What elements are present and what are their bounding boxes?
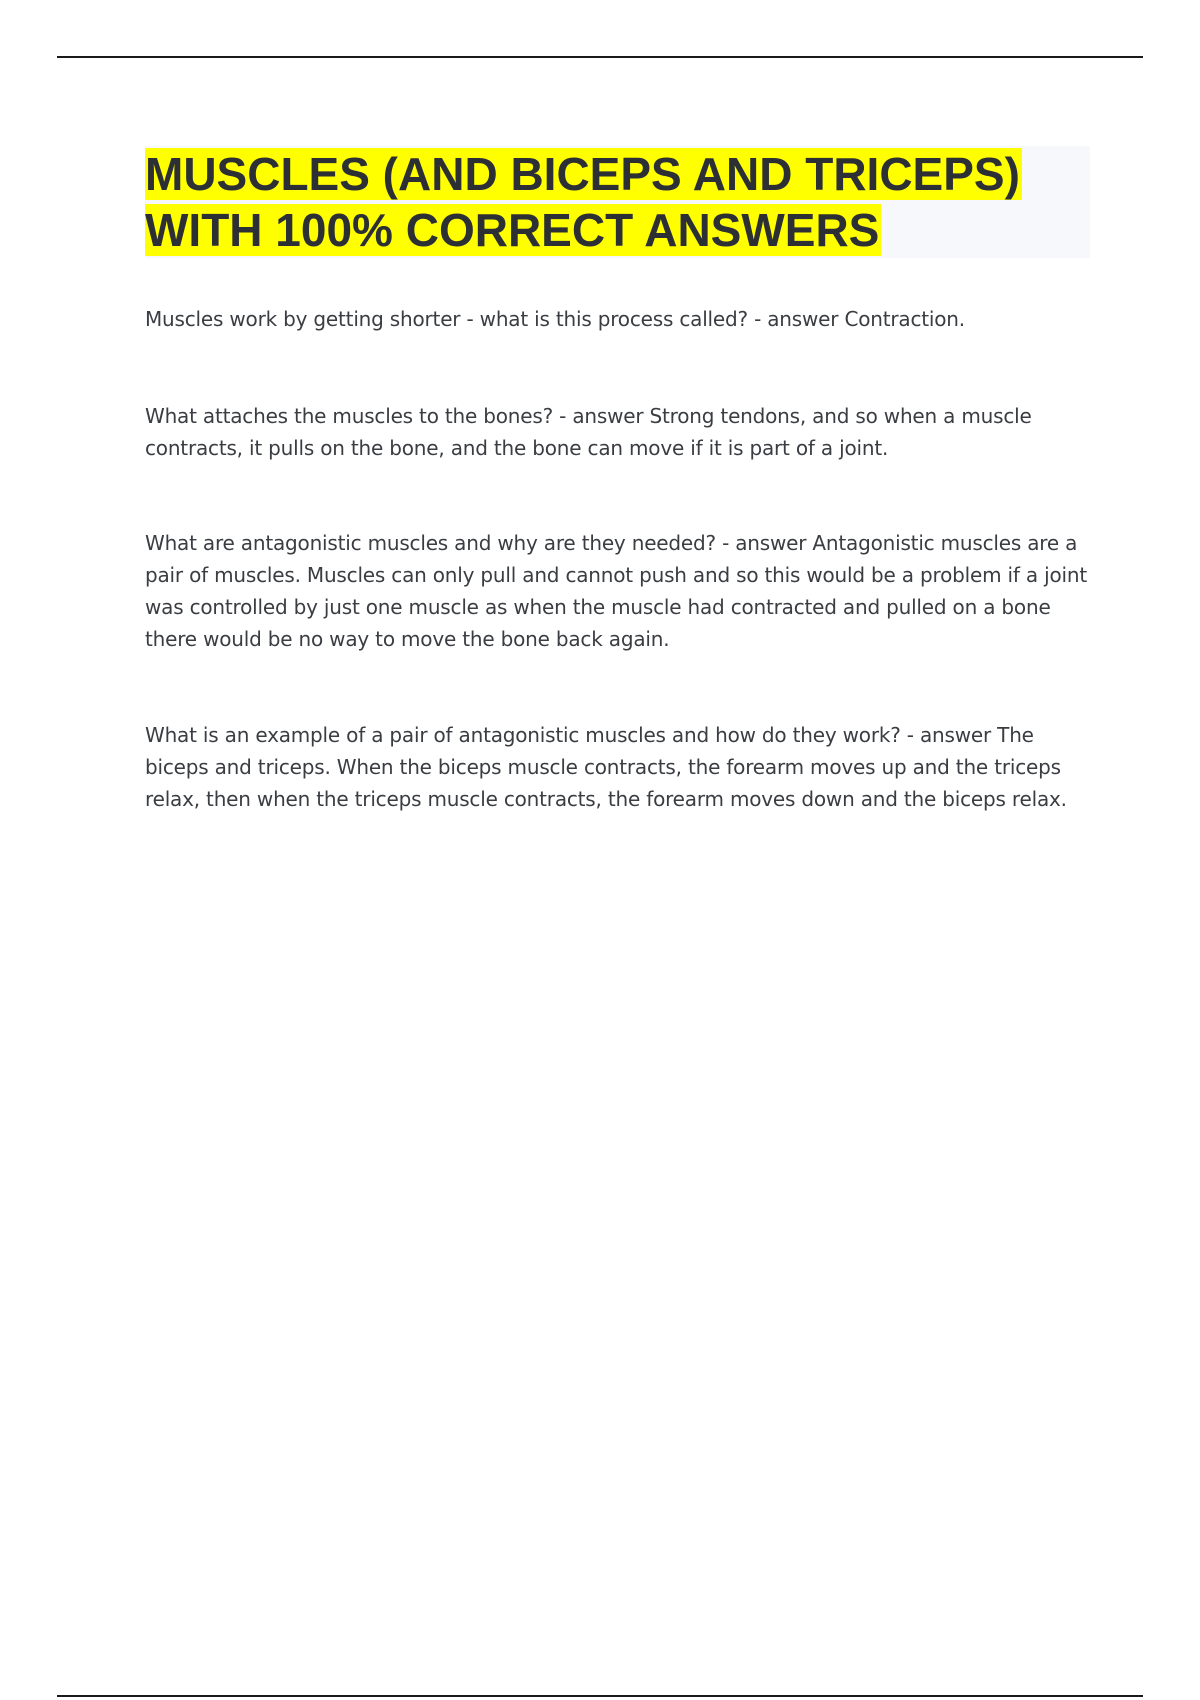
qa-entry-2: What attaches the muscles to the bones? - answer Strong tendons, and so when a muscle contracts, it pulls on the bone, and the bone can move if it is part of a joint. [145,404,1032,460]
qa-entry-4: What is an example of a pair of antagonistic muscles and how do they work? - answer The biceps and triceps. When the biceps muscle contracts, the forearm moves up and the triceps relax, then when the triceps muscle contracts, the forearm moves down and the biceps relax. [145,723,1067,811]
top-rule [57,56,1143,58]
title-block [145,146,1090,258]
document-title [145,146,1090,258]
qa-entry-3: What are antagonistic muscles and why are they needed? - answer Antagonistic muscles are a pair of muscles. Muscles can only pull and cannot push and so this would be a problem if a joint was controlled by just one muscle as when the muscle had contracted and pulled on a bone there would be no way to move the bone back again. [145,531,1087,651]
title-highlight: MUSCLES (AND BICEPS AND TRICEPS) WITH 100% CORRECT ANSWERS [145,148,1020,256]
bottom-rule [57,1695,1143,1697]
qa-entry-1: Muscles work by getting shorter - what is this process called? - answer Contraction. [145,307,965,331]
